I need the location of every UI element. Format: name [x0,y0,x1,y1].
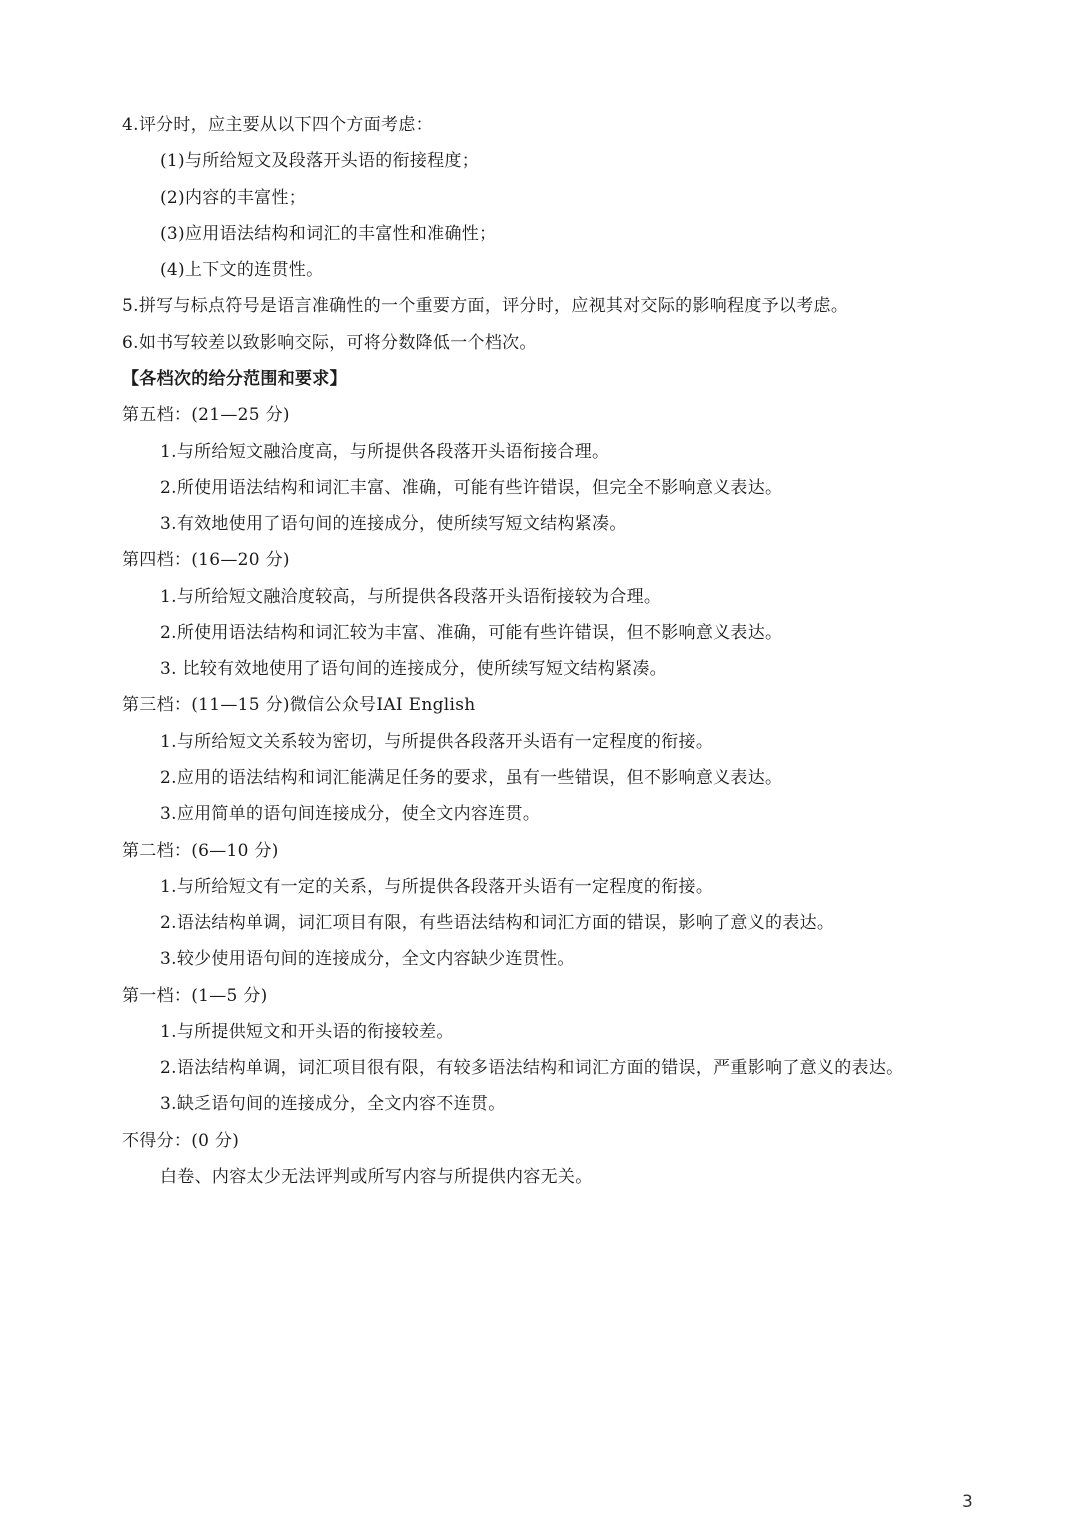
page-number: 3 [962,1492,973,1512]
band-item: 3.有效地使用了语句间的连接成分，使所续写短文结构紧凑。 [160,514,627,534]
band-item: 3.缺乏语句间的连接成分，全文内容不连贯。 [160,1094,506,1114]
criteria-note: 5.拼写与标点符号是语言准确性的一个重要方面，评分时，应视其对交际的影响程度予以考虑。 [122,296,849,316]
band-item: 2.语法结构单调，词汇项目很有限，有较多语法结构和词汇方面的错误，严重影响了意义的表达。 [160,1058,904,1078]
band-heading: 第四档：(16—20 分) [122,550,290,570]
criteria-intro: 4.评分时，应主要从以下四个方面考虑： [122,115,433,135]
band-heading: 第五档：(21—25 分) [122,405,290,425]
band-item: 2.所使用语法结构和词汇较为丰富、准确，可能有些许错误，但不影响意义表达。 [160,623,783,643]
band-heading: 不得分：(0 分) [122,1131,240,1151]
band-heading: 第二档：(6—10 分) [122,841,279,861]
band-item: 白卷、内容太少无法评判或所写内容与所提供内容无关。 [160,1167,593,1187]
band-item: 2.应用的语法结构和词汇能满足任务的要求，虽有一些错误，但不影响意义表达。 [160,768,783,788]
criteria-item: (2)内容的丰富性； [160,188,307,208]
band-item: 1.与所给短文关系较为密切，与所提供各段落开头语有一定程度的衔接。 [160,732,714,752]
band-item: 1.与所给短文有一定的关系，与所提供各段落开头语有一定程度的衔接。 [160,877,714,897]
band-item: 2.所使用语法结构和词汇丰富、准确，可能有些许错误，但完全不影响意义表达。 [160,478,783,498]
band-item: 3. 比较有效地使用了语句间的连接成分，使所续写短文结构紧凑。 [160,659,667,679]
band-item: 1.与所提供短文和开头语的衔接较差。 [160,1022,454,1042]
section-title: 【各档次的给分范围和要求】 [122,369,347,389]
band-item: 2.语法结构单调，词汇项目有限，有些语法结构和词汇方面的错误，影响了意义的表达。 [160,913,835,933]
criteria-note: 6.如书写较差以致影响交际，可将分数降低一个档次。 [122,333,537,353]
criteria-item: (1)与所给短文及段落开头语的衔接程度； [160,151,480,171]
band-item: 3.应用简单的语句间连接成分，使全文内容连贯。 [160,804,541,824]
band-item: 3.较少使用语句间的连接成分，全文内容缺少连贯性。 [160,949,575,969]
criteria-item: (4)上下文的连贯性。 [160,260,324,280]
band-heading: 第一档：(1—5 分) [122,986,268,1006]
band-heading: 第三档：(11—15 分)微信公众号IAI English [122,695,476,715]
band-item: 1.与所给短文融洽度高，与所提供各段落开头语衔接合理。 [160,442,610,462]
band-item: 1.与所给短文融洽度较高，与所提供各段落开头语衔接较为合理。 [160,587,662,607]
criteria-item: (3)应用语法结构和词汇的丰富性和准确性； [160,224,497,244]
